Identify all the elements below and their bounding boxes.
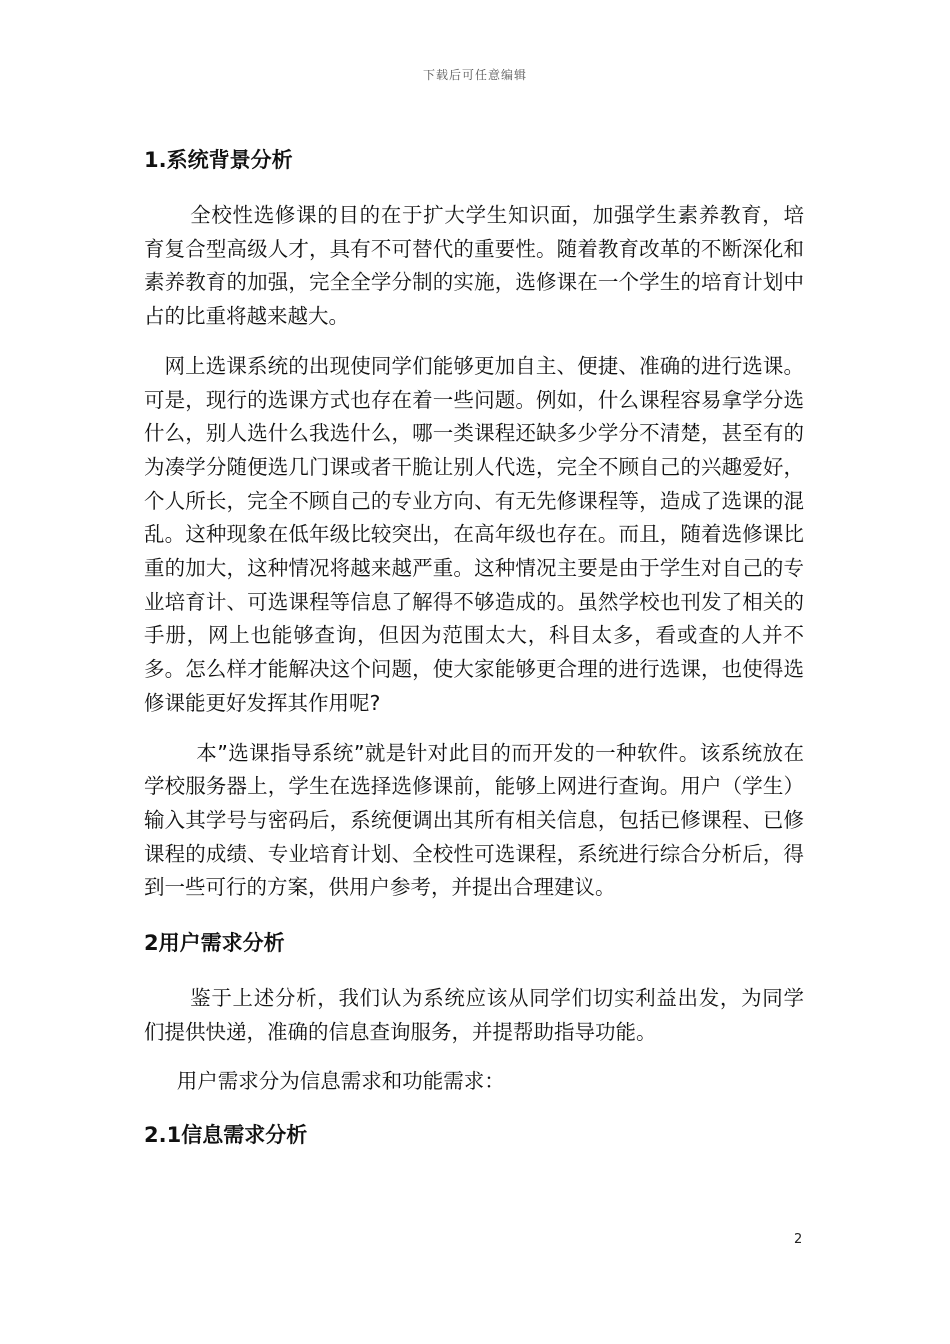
paragraph-requirements-intro: 鉴于上述分析，我们认为系统应该从同学们切实利益出发，为同学们提供快递，准确的信息查询服务，并提帮助指导功能。	[144, 986, 804, 1044]
section-heading-requirements: 2用户需求分析	[144, 931, 285, 956]
subsection-heading-info-requirements: 2.1信息需求分析	[144, 1123, 308, 1148]
paragraph-problems: 网上选课系统的出现使同学们能够更加自主、便捷、准确的进行选课。可是，现行的选课方式也存在着一些问题。例如，什么课程容易拿学分选什么，别人选什么我选什么，哪一类课程还缺多少学分不清楚，甚至有的为凑学分随便选几门课或者干脆让别人代选，完全不顾自己的兴趣爱好，个人所长，完全不顾自己的专业方向、有无先修课程等，造成了选课的混乱。这种现象在低年级比较突出，在高年级也存在。而且，随着选修课比重的加大，这种情况将越来越严重。这种情况主要是由于学生对自己的专业培育计、可选课程等信息了解得不够造成的。虽然学校也刊发了相关的手册，网上也能够查询，但因为范围太大，科目太多，看或查的人并不多。怎么样才能解决这个问题，使大家能够更合理的进行选课，也使得选修课能更好发挥其作用呢?	[144, 353, 804, 715]
page-number: 2	[794, 1232, 803, 1247]
section-heading-background: 1.系统背景分析	[144, 148, 293, 172]
paragraph-requirements-types: 用户需求分为信息需求和功能需求：	[176, 1069, 505, 1094]
paragraph-purpose: 全校性选修课的目的在于扩大学生知识面，加强学生素养教育，培育复合型高级人才，具有不可替代的重要性。随着教育改革的不断深化和素养教育的加强，完全全学分制的实施，选修课在一个学生的培育计划中占的比重将越来越大。	[144, 203, 804, 329]
page-body	[144, 140, 804, 1155]
page-header: 下载后可任意编辑	[422, 68, 527, 82]
paragraph-system-intro: 本”选课指导系统”就是针对此目的而开发的一种软件。该系统放在学校服务器上，学生在选择选修课前，能够上网进行查询。用户（学生）输入其学号与密码后，系统便调出其所有相关信息，包括已修课程、已修课程的成绩、专业培育计划、全校性可选课程，系统进行综合分析后，得到一些可行的方案，供用户参考，并提出合理建议。	[144, 740, 804, 900]
